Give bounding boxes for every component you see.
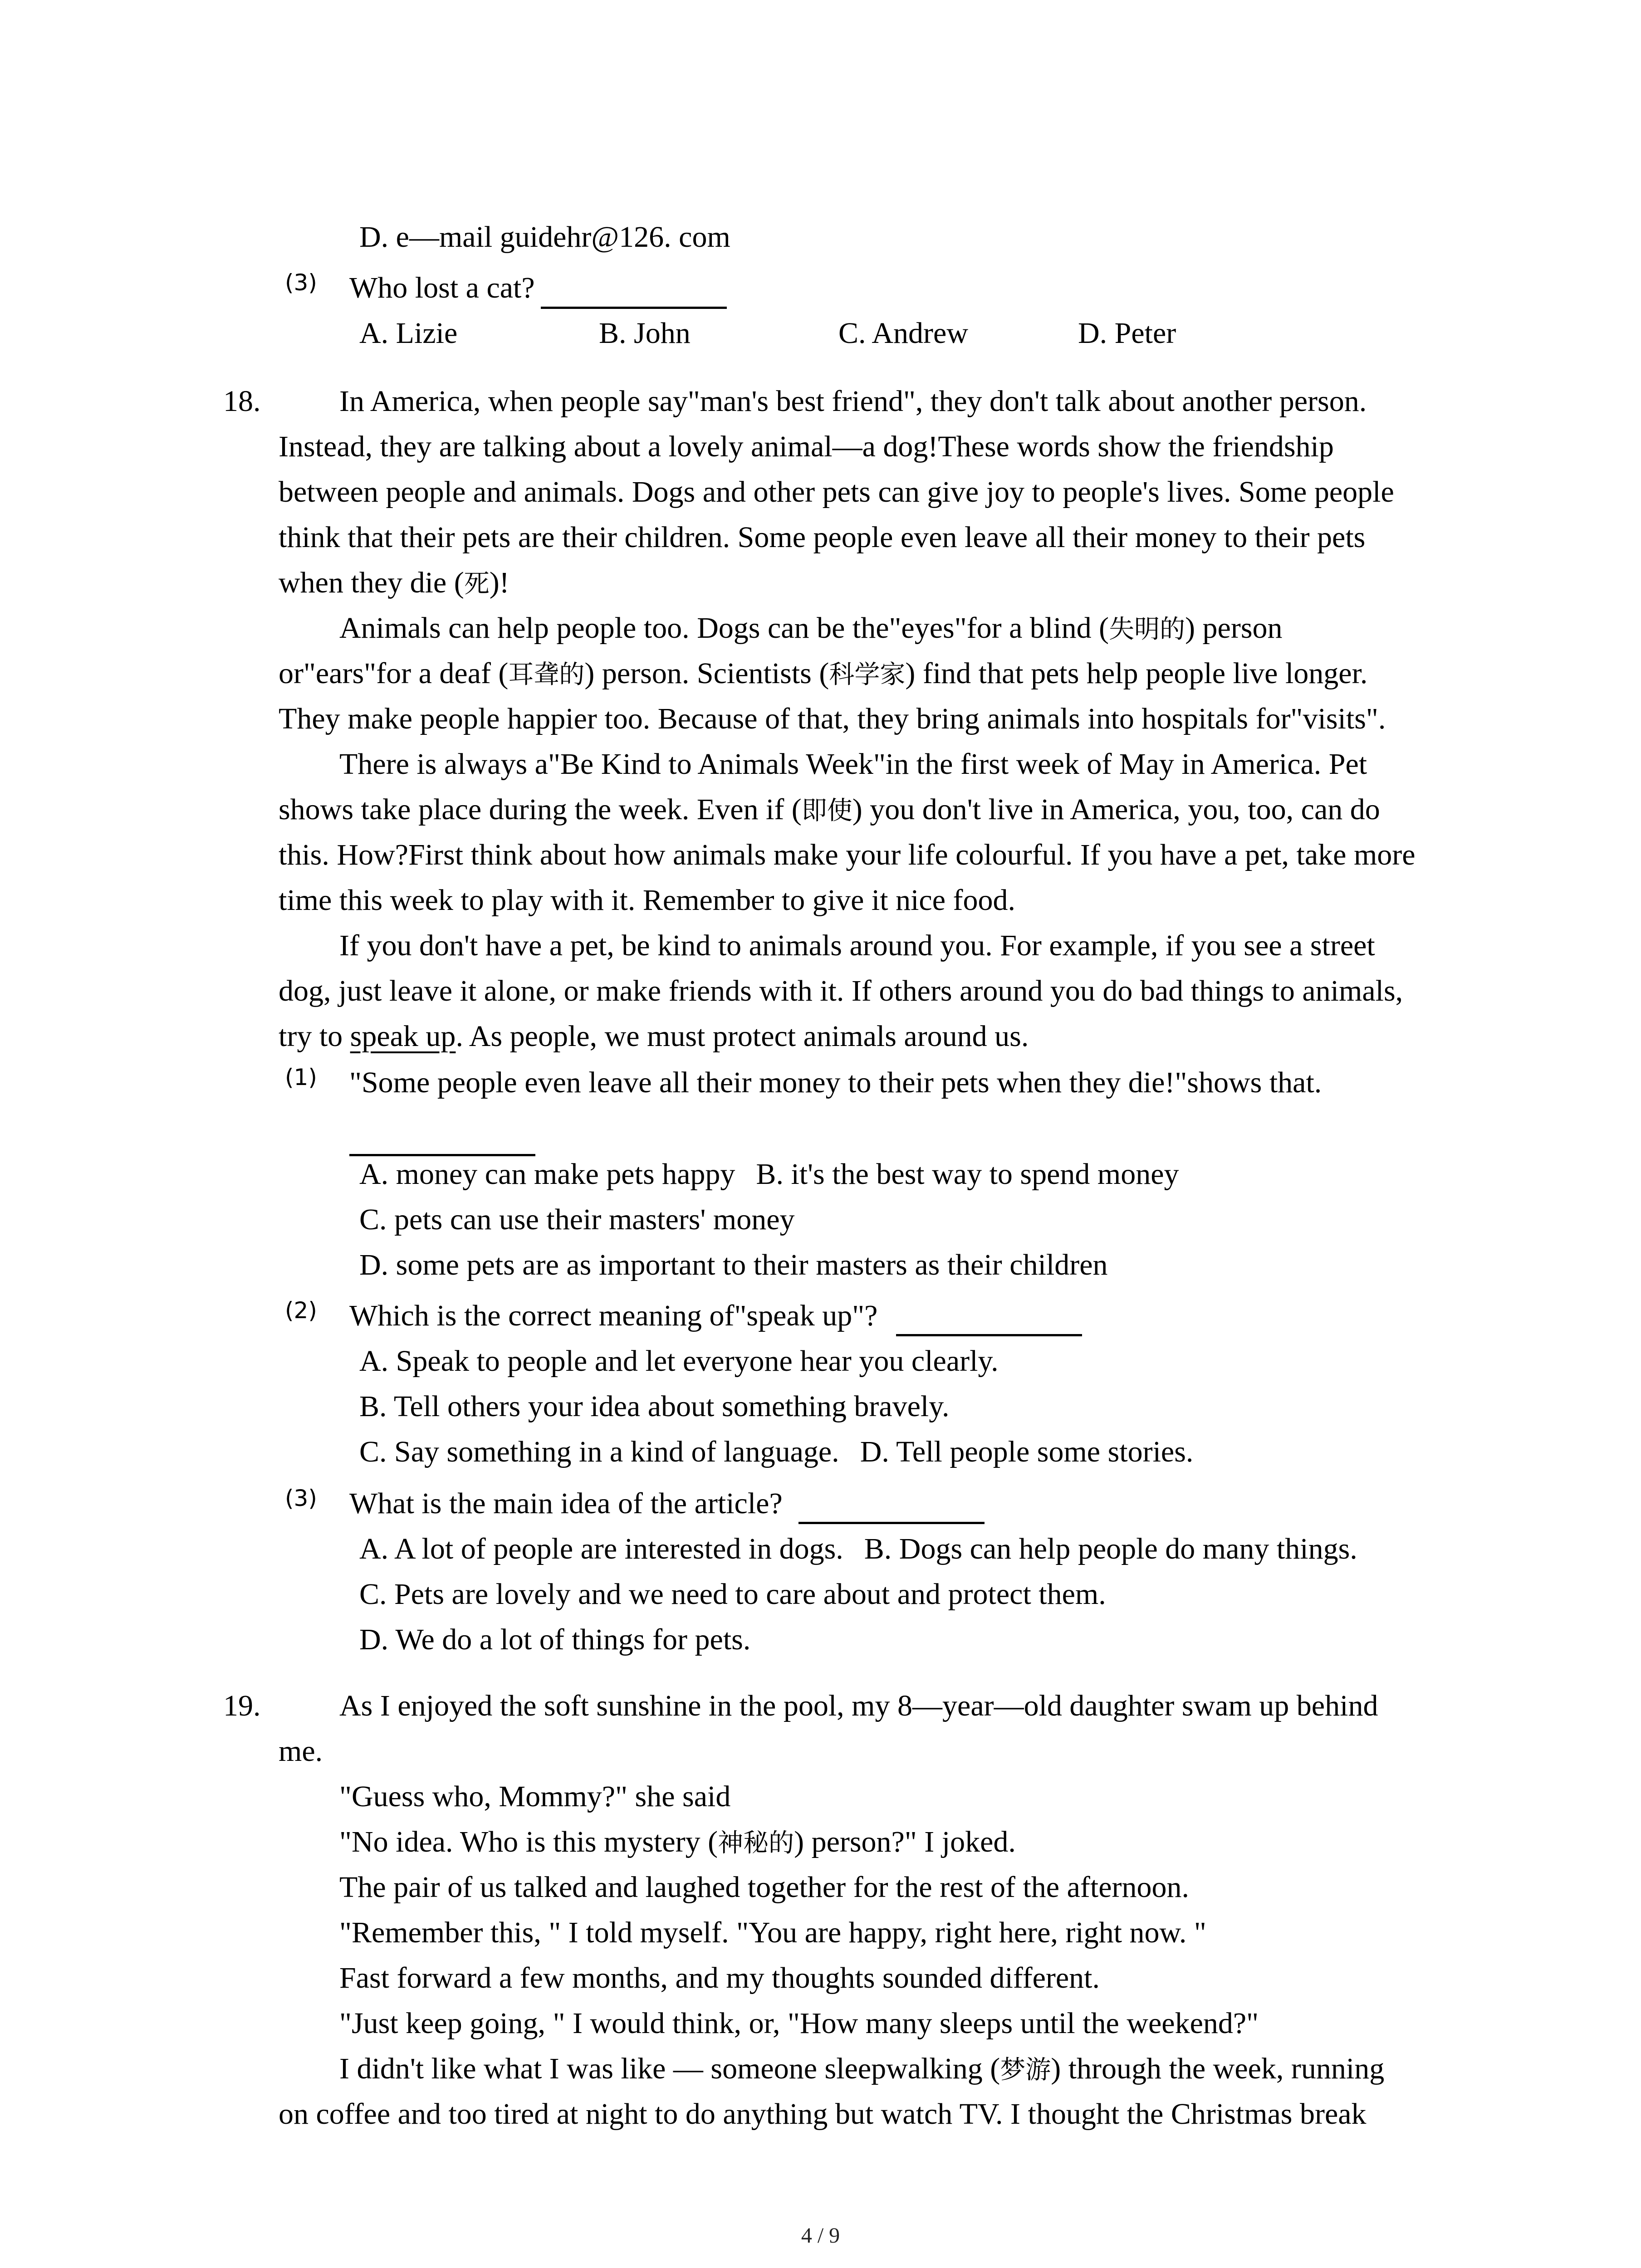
- q17-3-option-b: B. John: [599, 317, 691, 350]
- q18-3-option-ab: A. A lot of people are interested in dogs. B. Dogs can help people do many things.: [359, 1532, 1357, 1565]
- q17-3-option-c: C. Andrew: [838, 317, 968, 350]
- passage-line: In America, when people say"man's best friend", they don't talk about another person.: [339, 385, 1367, 418]
- answer-blank: [798, 1522, 985, 1524]
- passage-line: Fast forward a few months, and my thoughts sounded different.: [339, 1961, 1100, 1994]
- passage-line: The pair of us talked and laughed together for the rest of the afternoon.: [339, 1871, 1189, 1904]
- answer-blank: [349, 1154, 535, 1156]
- q18-1-option-c: C. pets can use their masters' money: [359, 1203, 795, 1236]
- passage-line: If you don't have a pet, be kind to animals around you. For example, if you see a street: [339, 929, 1375, 962]
- passage-line: or"ears"for a deaf (耳聋的) person. Scientists (科学家) find that pets help people live longer.: [279, 657, 1368, 690]
- answer-blank: [896, 1334, 1082, 1336]
- q18-3-question: What is the main idea of the article?: [349, 1487, 783, 1520]
- q18-2-option-b: B. Tell others your idea about something bravely.: [359, 1390, 950, 1423]
- passage-line: "Just keep going, " I would think, or, "How many sleeps until the weekend?": [339, 2007, 1259, 2040]
- q17-3-option-d: D. Peter: [1078, 317, 1176, 350]
- passage-line: dog, just leave it alone, or make friends with it. If others around you do bad things to animals,: [279, 974, 1403, 1007]
- underlined-phrase: speak up: [350, 1020, 456, 1053]
- passage-line: try to speak up. As people, we must protect animals around us.: [279, 1020, 1029, 1053]
- passage-line: "Guess who, Mommy?" she said: [339, 1780, 731, 1813]
- passage-line: time this week to play with it. Remember to give it nice food.: [279, 884, 1015, 917]
- passage-line: They make people happier too. Because of that, they bring animals into hospitals for"visits".: [279, 702, 1386, 735]
- passage-line: As I enjoyed the soft sunshine in the pool, my 8—year—old daughter swam up behind: [339, 1689, 1378, 1722]
- passage-line: between people and animals. Dogs and other pets can give joy to people's lives. Some people: [279, 475, 1394, 508]
- passage-line: me.: [279, 1735, 323, 1768]
- passage-line: shows take place during the week. Even if (即使) you don't live in America, you, too, can do: [279, 793, 1380, 826]
- q18-3-number: (3): [285, 1485, 317, 1511]
- q18-2-option-a: A. Speak to people and let everyone hear you clearly.: [359, 1344, 999, 1378]
- q18-2-number: (2): [285, 1297, 317, 1324]
- passage-line: when they die (死)!: [279, 566, 509, 599]
- q18-2-option-cd: C. Say something in a kind of language. D. Tell people some stories.: [359, 1435, 1194, 1468]
- passage-line: I didn't like what I was like — someone sleepwalking (梦游) through the week, running: [339, 2052, 1385, 2085]
- q17-option-d: D. e—mail guidehr@126. com: [359, 220, 730, 254]
- q18-1-number: (1): [285, 1064, 317, 1090]
- passage-line: "No idea. Who is this mystery (神秘的) person?" I joked.: [339, 1825, 1016, 1858]
- q18-3-option-d: D. We do a lot of things for pets.: [359, 1623, 751, 1656]
- q18-3-option-c: C. Pets are lovely and we need to care about and protect them.: [359, 1578, 1106, 1611]
- passage-line: on coffee and too tired at night to do anything but watch TV. I thought the Christmas break: [279, 2097, 1367, 2131]
- q19-number: 19.: [223, 1689, 261, 1722]
- passage-line: Animals can help people too. Dogs can be the"eyes"for a blind (失明的) person: [339, 611, 1283, 645]
- passage-line: There is always a"Be Kind to Animals Week"in the first week of May in America. Pet: [339, 748, 1367, 781]
- q18-number: 18.: [223, 385, 261, 418]
- q17-3-question: Who lost a cat?: [349, 271, 535, 304]
- q17-3-option-a: A. Lizie: [359, 317, 458, 350]
- passage-line: this. How?First think about how animals make your life colourful. If you have a pet, take more: [279, 838, 1416, 871]
- q18-1-question: "Some people even leave all their money to their pets when they die!"shows that.: [349, 1066, 1322, 1099]
- passage-line: Instead, they are talking about a lovely animal—a dog!These words show the friendship: [279, 430, 1334, 463]
- q18-2-question: Which is the correct meaning of"speak up"?: [349, 1299, 878, 1332]
- q18-1-option-ab: A. money can make pets happy B. it's the best way to spend money: [359, 1158, 1179, 1191]
- passage-line: think that their pets are their children. Some people even leave all their money to their pets: [279, 521, 1366, 554]
- answer-blank: [541, 307, 727, 309]
- passage-line: "Remember this, " I told myself. "You are happy, right here, right now. ": [339, 1916, 1206, 1949]
- page-number: 4 / 9: [801, 2224, 840, 2248]
- q18-1-option-d: D. some pets are as important to their masters as their children: [359, 1248, 1108, 1281]
- q17-3-number: (3): [285, 269, 317, 296]
